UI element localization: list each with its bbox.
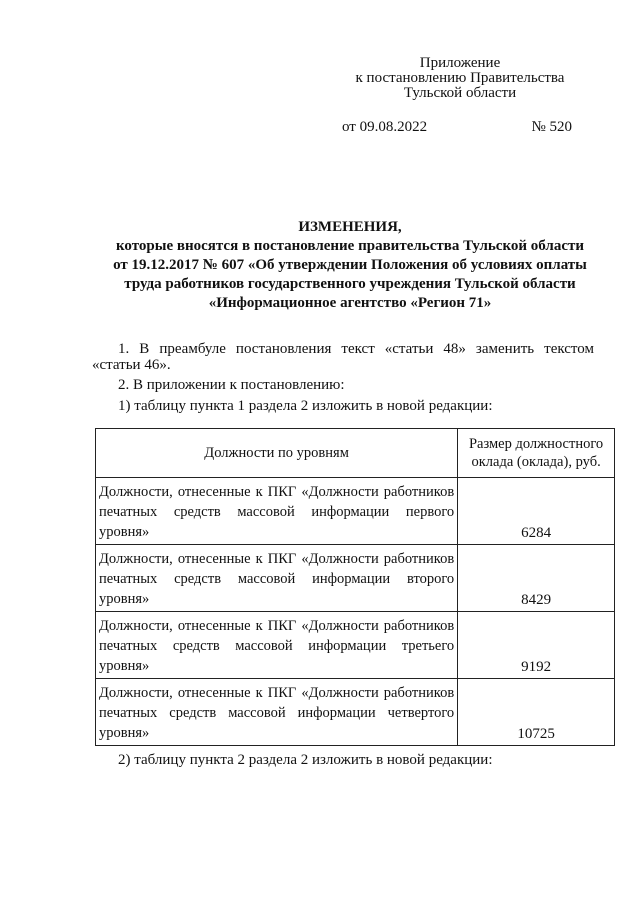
paragraph-2: 2. В приложении к постановлению: xyxy=(118,377,345,393)
resolution-date-line xyxy=(342,118,572,136)
document-title xyxy=(60,218,640,313)
header-salary: Размер должностного оклада (оклада), руб. xyxy=(458,429,615,478)
title-line-2: которые вносятся в постановление правительства Тульской области xyxy=(115,238,585,254)
resolution-number: № 520 xyxy=(531,119,572,135)
salary-cell: 8429 xyxy=(458,545,615,612)
position-cell: Должности, отнесенные к ПКГ «Должности работников печатных средств массовой информации третьего уровня» xyxy=(96,612,458,679)
appendix-line-2: к постановлению Правительства xyxy=(355,70,565,86)
position-cell: Должности, отнесенные к ПКГ «Должности работников печатных средств массовой информации второго уровня» xyxy=(96,545,458,612)
salary-cell: 9192 xyxy=(458,612,615,679)
position-cell: Должности, отнесенные к ПКГ «Должности работников печатных средств массовой информации четвертого уровня» xyxy=(96,679,458,746)
table-row xyxy=(96,545,615,612)
title-line-4: труда работников государственного учреждения Тульской области xyxy=(124,276,576,292)
table-row xyxy=(96,612,615,679)
table-row xyxy=(96,679,615,746)
salary-cell: 6284 xyxy=(458,478,615,545)
paragraph-3: 1) таблицу пункта 1 раздела 2 изложить в новой редакции: xyxy=(118,398,493,414)
position-cell: Должности, отнесенные к ПКГ «Должности работников печатных средств массовой информации первого уровня» xyxy=(96,478,458,545)
resolution-date: от 09.08.2022 xyxy=(342,119,428,135)
header-positions: Должности по уровням xyxy=(96,429,458,478)
appendix-line-3: Тульской области xyxy=(403,85,517,101)
appendix-header xyxy=(340,56,580,101)
salary-table xyxy=(95,428,615,746)
title-line-3: от 19.12.2017 № 607 «Об утверждении Положения об условиях оплаты xyxy=(113,257,587,273)
table-header-row xyxy=(96,429,615,478)
appendix-line-1: Приложение xyxy=(419,55,501,71)
salary-cell: 10725 xyxy=(458,679,615,746)
title-line-5: «Информационное агентство «Регион 71» xyxy=(208,295,492,311)
paragraph-4: 2) таблицу пункта 2 раздела 2 изложить в новой редакции: xyxy=(118,752,493,768)
paragraph-1: 1. В преамбуле постановления текст «статьи 48» заменить текстом «статьи 46». xyxy=(92,341,594,373)
title-line-1: ИЗМЕНЕНИЯ, xyxy=(298,219,402,235)
table-row xyxy=(96,478,615,545)
